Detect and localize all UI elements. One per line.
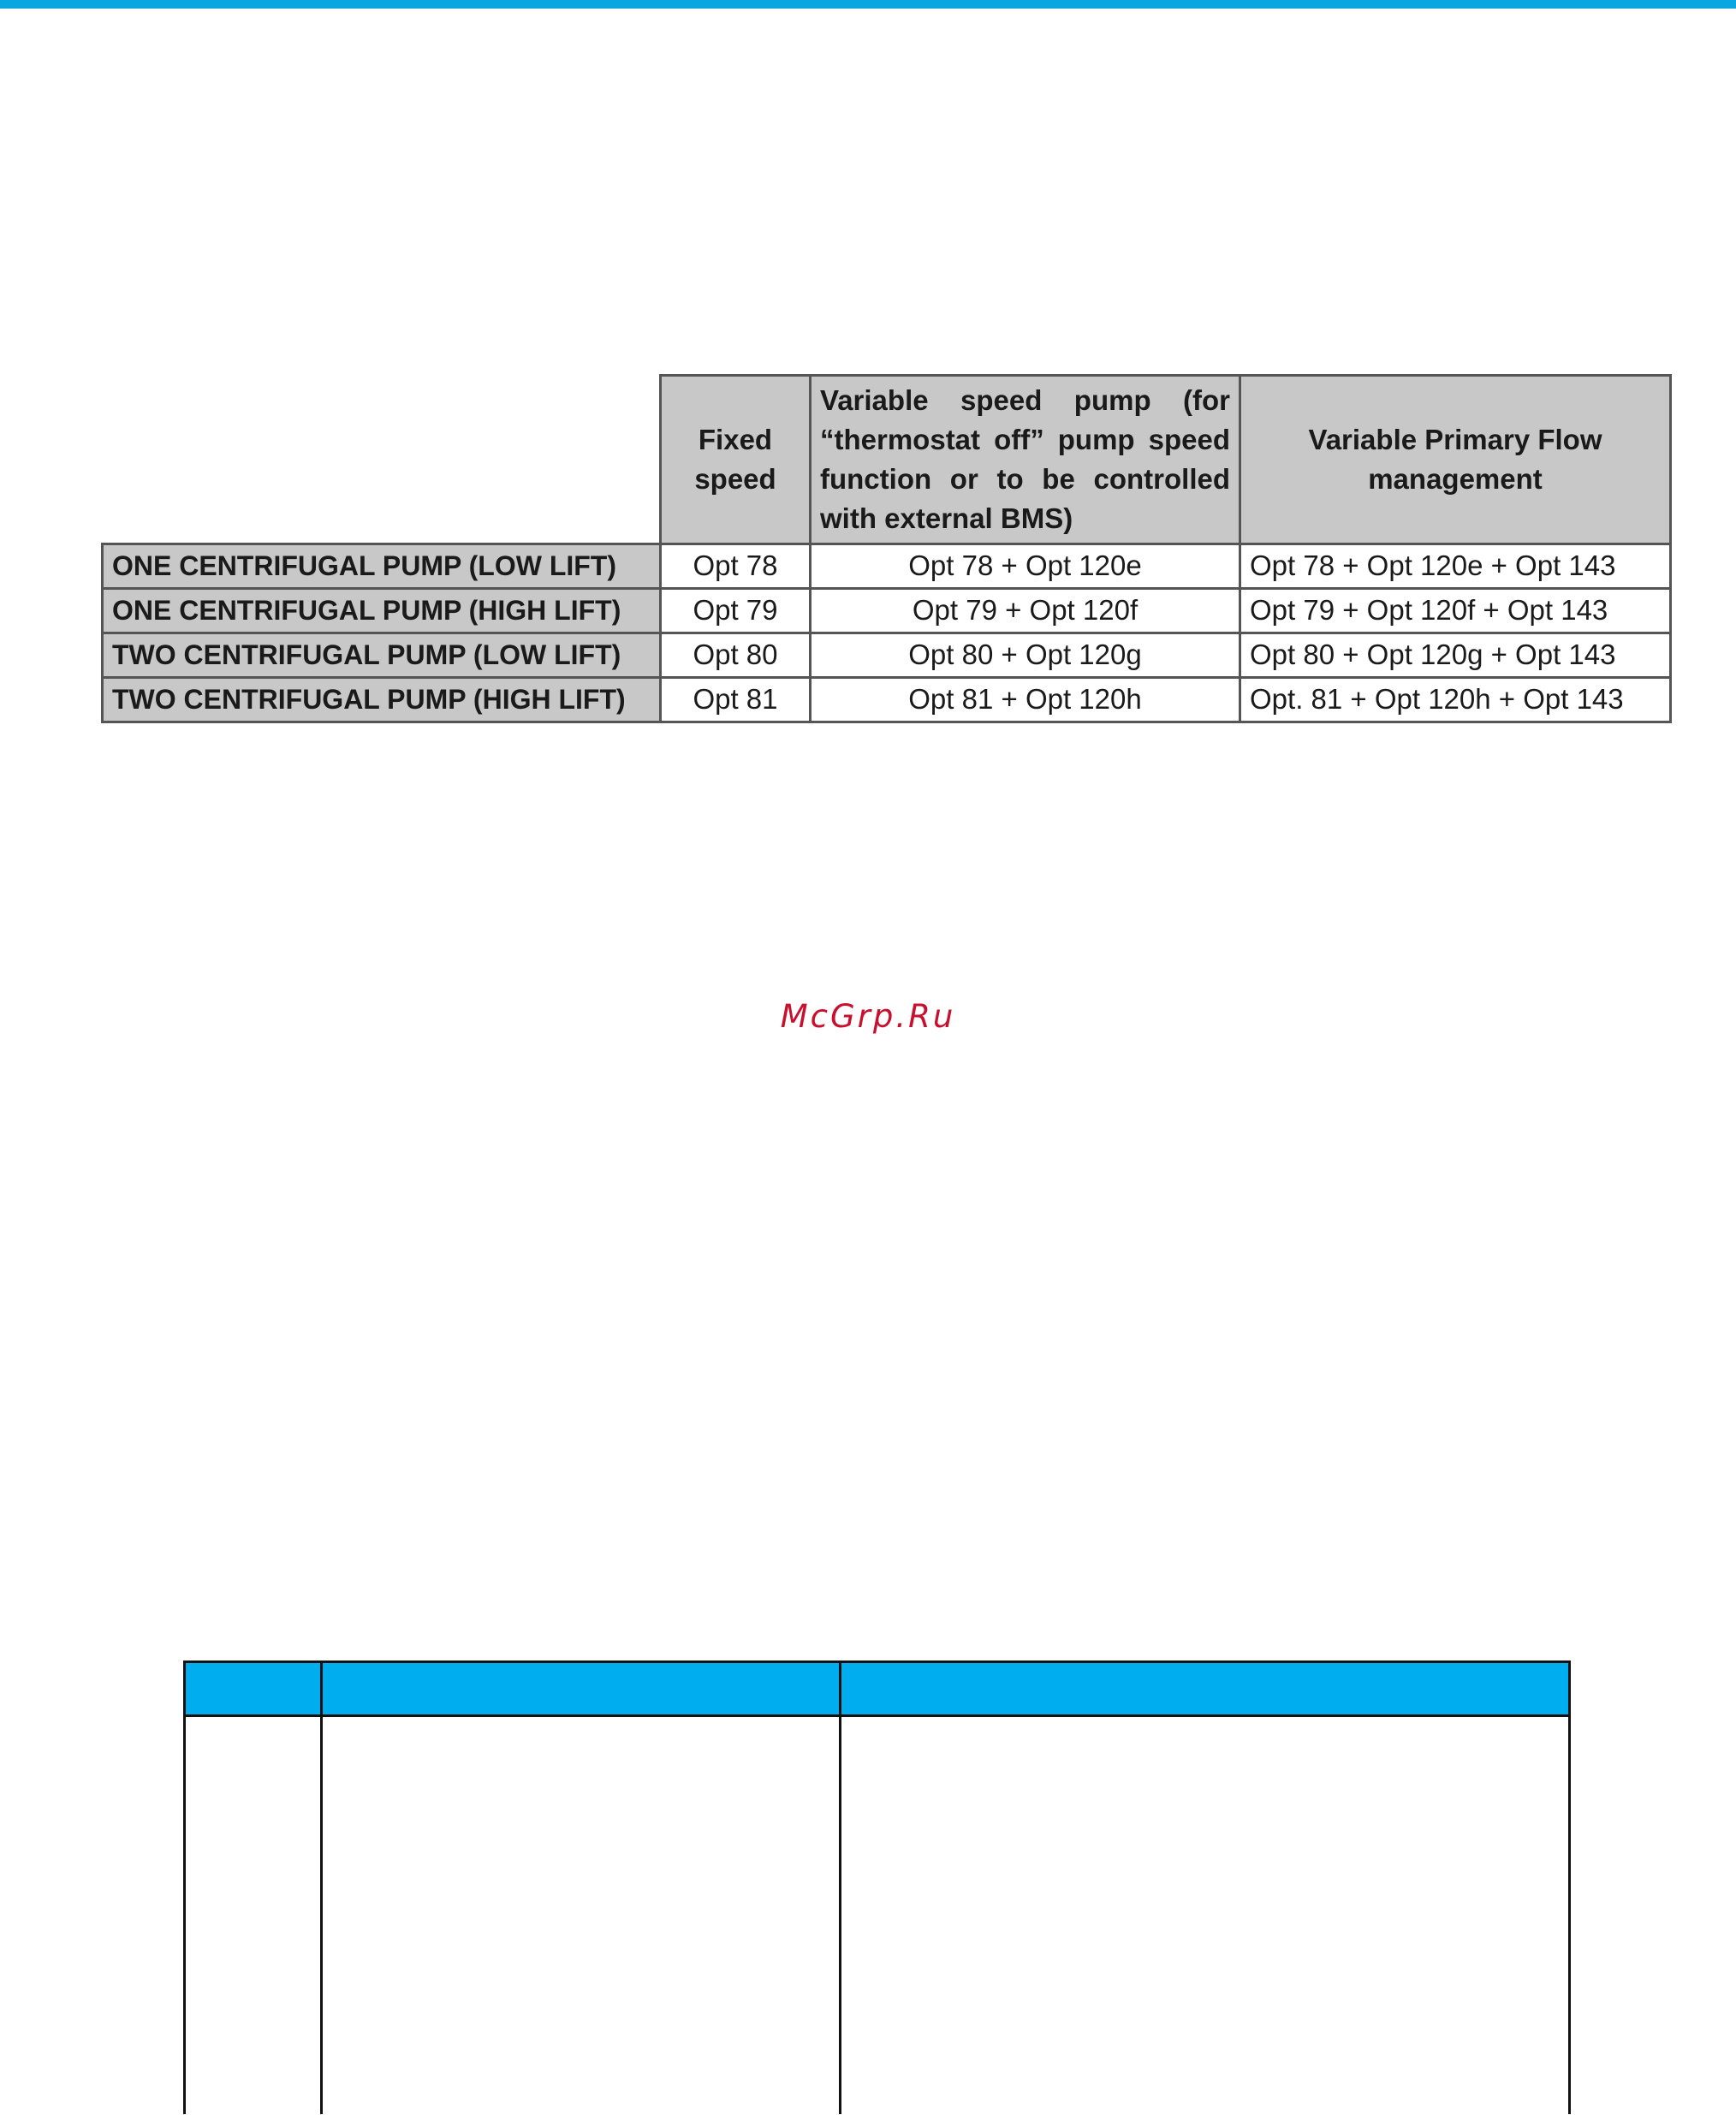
cell-fixed: Opt 81 — [661, 678, 811, 722]
empty-corner-cell — [103, 376, 661, 544]
cell-fixed: Opt 78 — [661, 544, 811, 589]
blue-table-cell — [322, 1716, 841, 2115]
row-label: TWO CENTRIFUGAL PUMP (HIGH LIFT) — [103, 678, 661, 722]
table-header-row — [103, 376, 1671, 544]
blue-table-cell — [185, 1716, 322, 2115]
cell-variable: Opt 78 + Opt 120e — [811, 544, 1240, 589]
row-label: ONE CENTRIFUGAL PUMP (LOW LIFT) — [103, 544, 661, 589]
cell-vpf: Opt 80 + Opt 120g + Opt 143 — [1240, 633, 1671, 678]
row-label: TWO CENTRIFUGAL PUMP (LOW LIFT) — [103, 633, 661, 678]
cell-fixed: Opt 79 — [661, 589, 811, 633]
cell-vpf: Opt. 81 + Opt 120h + Opt 143 — [1240, 678, 1671, 722]
table-row — [103, 678, 1671, 722]
blue-header-table — [183, 1661, 1571, 2114]
cell-vpf: Opt 78 + Opt 120e + Opt 143 — [1240, 544, 1671, 589]
top-accent-rule — [0, 0, 1736, 9]
table-row — [103, 589, 1671, 633]
row-label: ONE CENTRIFUGAL PUMP (HIGH LIFT) — [103, 589, 661, 633]
blue-header-cell — [185, 1662, 322, 1716]
table-row — [103, 633, 1671, 678]
cell-variable: Opt 79 + Opt 120f — [811, 589, 1240, 633]
blue-table-cell — [841, 1716, 1570, 2115]
cell-variable: Opt 81 + Opt 120h — [811, 678, 1240, 722]
col-header-variable-speed: Variable speed pump (for “thermostat off” pump speed function or to be controlled with external BMS) — [811, 376, 1240, 544]
blue-header-cell — [841, 1662, 1570, 1716]
cell-vpf: Opt 79 + Opt 120f + Opt 143 — [1240, 589, 1671, 633]
blue-header-row — [185, 1662, 1570, 1716]
cell-variable: Opt 80 + Opt 120g — [811, 633, 1240, 678]
pump-options-table — [101, 374, 1672, 723]
table-row — [103, 544, 1671, 589]
blue-header-cell — [322, 1662, 841, 1716]
cell-fixed: Opt 80 — [661, 633, 811, 678]
col-header-fixed-speed: Fixed speed — [661, 376, 811, 544]
watermark-text: McGrp.Ru — [780, 998, 956, 1035]
blue-table-body-row — [185, 1716, 1570, 2115]
col-header-variable-primary-flow: Variable Primary Flow management — [1240, 376, 1671, 544]
